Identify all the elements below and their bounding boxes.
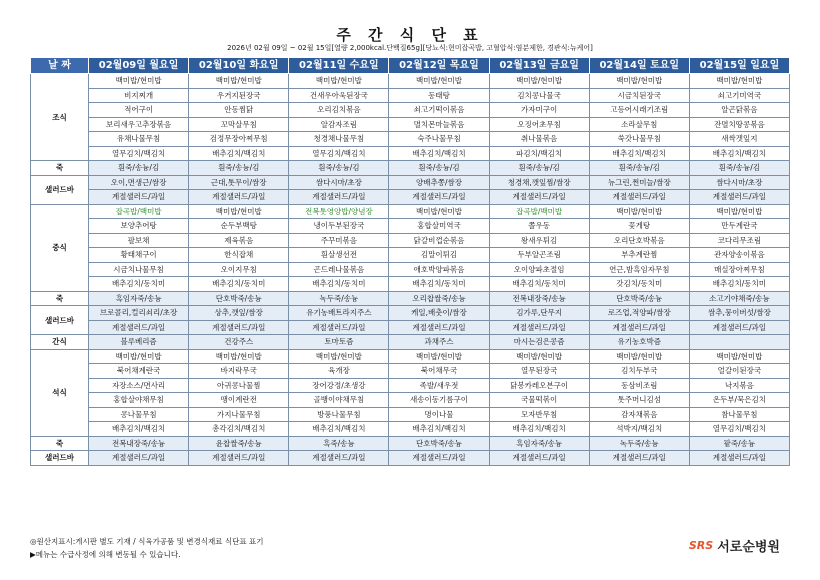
menu-cell: 백미밥/현미밥 (489, 74, 589, 89)
menu-cell: 검정무장아찌무침 (189, 132, 289, 147)
menu-cell: 근대,톳무이/쌈장 (189, 175, 289, 190)
menu-cell: 백미밥/현미밥 (389, 349, 489, 364)
menu-cell: 유기농배트라지주스 (289, 306, 389, 321)
menu-cell: 갓김치/동치미 (589, 277, 689, 292)
menu-cell: 오이,면생근/쌈장 (89, 175, 189, 190)
menu-cell: 계절샐러드/과일 (489, 320, 589, 335)
meal-label-breakfast: 조식 (31, 74, 89, 161)
menu-cell: 홍합살미역국 (389, 219, 489, 234)
menu-cell: 배추김치/백김치 (89, 422, 189, 437)
menu-cell: 닭봉카레오븐구이 (489, 378, 589, 393)
menu-cell: 감자채볶음 (589, 407, 689, 422)
menu-cell: 윤찹쌀죽/송늉 (189, 436, 289, 451)
menu-cell: 백미밥/현미밥 (589, 349, 689, 364)
menu-cell: 국물떡볶이 (489, 393, 589, 408)
menu-cell: 계절샐러드/과일 (289, 190, 389, 205)
menu-cell: 오리김치볶음 (289, 103, 389, 118)
table-header-row (31, 58, 790, 74)
table-row (31, 320, 790, 335)
menu-cell: 흰죽/송늉/김 (389, 161, 489, 176)
menu-cell: 새싹겟잎지 (689, 132, 789, 147)
table-row (31, 349, 790, 364)
menu-cell: 부추계란찜 (589, 248, 689, 263)
menu-cell: 계절샐러드/과일 (389, 451, 489, 466)
table-row (31, 291, 790, 306)
table-row (31, 277, 790, 292)
menu-cell: 잡곡밥/백미밥 (489, 204, 589, 219)
menu-cell: 육개장 (289, 364, 389, 379)
hospital-name: 서로순병원 (717, 540, 780, 555)
menu-cell: 보리새우고추장볶음 (89, 117, 189, 132)
day-header: 02월15일 일요일 (689, 58, 789, 74)
footer-origin-note: ◎원산지표시:게시판 별도 기재 / 식육가공품 및 변경식재료 식단표 표기 (30, 537, 264, 546)
menu-cell: 장어강정/초생강 (289, 378, 389, 393)
menu-cell: 계절샐러드/과일 (189, 190, 289, 205)
menu-cell: 청경채,깻잎찜/쌈장 (489, 175, 589, 190)
menu-cell: 단호박죽/송늉 (189, 291, 289, 306)
menu-cell: 김치두부국 (589, 364, 689, 379)
menu-cell: 케일,배춧이/쌈장 (389, 306, 489, 321)
menu-cell: 오리찹쌀죽/송늉 (389, 291, 489, 306)
menu-cell: 배추김치/동치미 (489, 277, 589, 292)
menu-cell: 청경채나물무침 (289, 132, 389, 147)
menu-cell: 단호박죽/송늉 (589, 291, 689, 306)
menu-cell: 백미밥/현미밥 (189, 204, 289, 219)
menu-cell: 백미밥/현미밥 (289, 349, 389, 364)
menu-cell: 숙주나물무침 (389, 132, 489, 147)
menu-cell: 백미밥/현미밥 (89, 74, 189, 89)
menu-cell: 배추김치/동치미 (89, 277, 189, 292)
menu-cell: 계절샐러드/과일 (589, 320, 689, 335)
menu-cell: 쌈다시마/초장 (689, 175, 789, 190)
menu-cell: 꽃게탕 (589, 219, 689, 234)
meal-label-lunch: 중식 (31, 204, 89, 291)
day-header: 02월09일 월요일 (89, 58, 189, 74)
menu-cell: 취나물볶음 (489, 132, 589, 147)
table-row (31, 407, 790, 422)
menu-cell: 유채나물무침 (89, 132, 189, 147)
menu-cell: 녹두죽/송늉 (589, 436, 689, 451)
menu-cell: 족발/새우젓 (389, 378, 489, 393)
menu-cell: 순두부백탕 (189, 219, 289, 234)
menu-cell: 가자미구이 (489, 103, 589, 118)
menu-cell: 계절샐러드/과일 (289, 320, 389, 335)
menu-cell: 동태탕 (389, 88, 489, 103)
menu-cell: 백미밥/현미밥 (489, 349, 589, 364)
menu-cell: 김치콩나물국 (489, 88, 589, 103)
menu-cell: 배추김치/백김치 (689, 146, 789, 161)
menu-cell: 흑임자죽/송늉 (489, 436, 589, 451)
menu-cell: 마시는검은콩즘 (489, 335, 589, 350)
menu-cell: 과채주스 (389, 335, 489, 350)
table-row (31, 451, 790, 466)
hospital-logo (689, 536, 780, 555)
menu-cell: 제육볶음 (189, 233, 289, 248)
menu-cell: 김말이튀김 (389, 248, 489, 263)
menu-cell: 백미밥/현미밥 (589, 204, 689, 219)
porridge-label: 죽 (31, 291, 89, 306)
table-row (31, 364, 790, 379)
logo-mark-icon: SRS (688, 539, 714, 552)
weekly-menu-table (30, 57, 790, 466)
menu-cell: 쫄우동 (489, 219, 589, 234)
menu-cell: 잔멸치땅콩볶음 (689, 117, 789, 132)
menu-cell: 두부알곤조림 (489, 248, 589, 263)
menu-cell: 알곤닭볶음 (689, 103, 789, 118)
menu-cell: 잡곡밥/백미밥 (89, 204, 189, 219)
menu-cell: 소라살무침 (589, 117, 689, 132)
menu-cell: 흑임자죽/송늉 (89, 291, 189, 306)
menu-cell: 시금치나물무침 (89, 262, 189, 277)
table-row (31, 103, 790, 118)
salad-bar-label: 샐러드바 (31, 175, 89, 204)
menu-cell: 소고기야채죽/송늉 (689, 291, 789, 306)
menu-cell: 백미밥/현미밥 (689, 349, 789, 364)
menu-cell: 블루베리즘 (89, 335, 189, 350)
menu-cell: 명이나물 (389, 407, 489, 422)
table-row (31, 393, 790, 408)
table-row (31, 248, 790, 263)
menu-cell: 계절샐러드/과일 (389, 320, 489, 335)
menu-cell: 주꾸미볶음 (289, 233, 389, 248)
menu-cell: 왕새우튀김 (489, 233, 589, 248)
menu-cell: 계절샐러드/과일 (189, 451, 289, 466)
menu-cell: 황태채구이 (89, 248, 189, 263)
menu-cell: 배추김치/동치미 (189, 277, 289, 292)
menu-cell: 계절샐러드/과일 (289, 451, 389, 466)
menu-cell: 자장소스/면사리 (89, 378, 189, 393)
menu-cell: 배추김치/동치미 (389, 277, 489, 292)
menu-cell: 계절샐러드/과일 (489, 451, 589, 466)
menu-cell: 배추김치/백김치 (589, 146, 689, 161)
menu-cell: 콩나물무침 (89, 407, 189, 422)
menu-cell: 흰죽/송늉/김 (289, 161, 389, 176)
menu-cell: 모자반무침 (489, 407, 589, 422)
menu-cell: 녹두죽/송늉 (289, 291, 389, 306)
menu-cell: 로즈업,적양파/쌈장 (589, 306, 689, 321)
menu-cell: 닭갈비껍순볶음 (389, 233, 489, 248)
menu-cell: 김가루,단무지 (489, 306, 589, 321)
table-row (31, 175, 790, 190)
meal-label-dinner: 석식 (31, 349, 89, 436)
menu-cell: 골뱅이야채무침 (289, 393, 389, 408)
menu-cell: 계절샐러드/과일 (689, 451, 789, 466)
menu-cell: 팔보채 (89, 233, 189, 248)
table-row (31, 74, 790, 89)
menu-cell: 뉴그린,쩐미늘/쌈장 (589, 175, 689, 190)
menu-cell: 참나물무침 (689, 407, 789, 422)
table-row (31, 306, 790, 321)
menu-cell: 계절샐러드/과일 (189, 320, 289, 335)
table-row (31, 233, 790, 248)
menu-cell: 톳주머니김섬 (589, 393, 689, 408)
menu-cell: 안동찜닭 (189, 103, 289, 118)
menu-cell: 매실장아찌무침 (689, 262, 789, 277)
day-header: 02월12일 목요일 (389, 58, 489, 74)
menu-cell: 전복내장죽/송늉 (489, 291, 589, 306)
menu-cell: 배추김치/백김치 (289, 422, 389, 437)
menu-cell: 백미밥/현미밥 (389, 74, 489, 89)
menu-cell: 얼갈이된장국 (689, 364, 789, 379)
menu-cell: 아귀콩나물찜 (189, 378, 289, 393)
table-row (31, 88, 790, 103)
menu-cell: 쑥갓나물무침 (589, 132, 689, 147)
menu-cell: 고등어시래기조림 (589, 103, 689, 118)
menu-cell: 새송이동기름구이 (389, 393, 489, 408)
menu-cell: 백미밥/현미밥 (89, 349, 189, 364)
menu-cell: 배추김치/동치미 (689, 277, 789, 292)
porridge-label: 죽 (31, 161, 89, 176)
menu-cell: 멸치몬마늘볶음 (389, 117, 489, 132)
menu-cell: 상추,깻잎/쌈장 (189, 306, 289, 321)
menu-cell: 계절샐러드/과일 (89, 190, 189, 205)
menu-cell: 유기농호박즘 (589, 335, 689, 350)
menu-cell: 파김치/백김치 (489, 146, 589, 161)
menu-cell: 열무김치/백김치 (289, 146, 389, 161)
menu-cell: 가지나물무침 (189, 407, 289, 422)
menu-cell: 흰살생선전 (289, 248, 389, 263)
menu-cell: 계절샐러드/과일 (89, 451, 189, 466)
salad-bar-label: 샐러드바 (31, 306, 89, 335)
menu-cell: 냉이두부된장국 (289, 219, 389, 234)
menu-cell: 백미밥/현미밥 (589, 74, 689, 89)
menu-cell: 배추김치/백김치 (389, 422, 489, 437)
table-row (31, 117, 790, 132)
day-header: 02월10일 화요일 (189, 58, 289, 74)
menu-cell: 배추김치/백김치 (389, 146, 489, 161)
menu-cell: 백미밥/현미밥 (689, 74, 789, 89)
day-header: 02월11일 수요일 (289, 58, 389, 74)
menu-cell: 백미밥/현미밥 (189, 74, 289, 89)
table-row (31, 146, 790, 161)
menu-cell: 오이지무침 (189, 262, 289, 277)
menu-cell: 배추김치/백김치 (489, 422, 589, 437)
menu-cell: 전복톳영양밥/양념장 (289, 204, 389, 219)
menu-cell: 애호박양파볶음 (389, 262, 489, 277)
page-title: 주 간 식 단 표 (336, 26, 484, 44)
salad-bar-label: 샐러드바 (31, 451, 89, 466)
menu-cell: 건새우아욱된장국 (289, 88, 389, 103)
menu-cell: 코다리무조림 (689, 233, 789, 248)
footer-change-note: ▶메뉴는 수급사정에 의해 변동될 수 있습니다. (30, 550, 181, 559)
menu-cell: 오리단호박볶음 (589, 233, 689, 248)
menu-cell: 양배추쫑/쌈장 (389, 175, 489, 190)
table-row (31, 190, 790, 205)
table-row (31, 204, 790, 219)
table-row (31, 262, 790, 277)
menu-cell: 백미밥/현미밥 (189, 349, 289, 364)
table-row (31, 335, 790, 350)
menu-cell: 백미밥/현미밥 (689, 204, 789, 219)
menu-cell: 땡이계란전 (189, 393, 289, 408)
menu-cell: 계절샐러드/과일 (89, 320, 189, 335)
menu-cell: 팥죽/송늉 (689, 436, 789, 451)
menu-cell: 흰죽/송늉/김 (189, 161, 289, 176)
table-row (31, 219, 790, 234)
menu-cell: 쌈다시마/초장 (289, 175, 389, 190)
menu-cell: 열무김치/백김치 (89, 146, 189, 161)
menu-cell: 계절샐러드/과일 (589, 190, 689, 205)
page-subtitle: 2026년 02월 09일 ~ 02월 15일[열량 2,000kcal.단백질65g][당뇨식:현미잡곡밥, 고혈압식:염분제한, 경관식:뉴케어] (227, 44, 593, 52)
menu-cell: 건강주스 (189, 335, 289, 350)
menu-cell: 오이양파초절임 (489, 262, 589, 277)
table-row (31, 378, 790, 393)
menu-cell: 브로콜리,컬리쇠리/초장 (89, 306, 189, 321)
menu-cell: 우거지된장국 (189, 88, 289, 103)
menu-cell: 흰죽/송늉/김 (489, 161, 589, 176)
menu-cell: 총각김치/백김치 (189, 422, 289, 437)
menu-cell: 북어채계란국 (89, 364, 189, 379)
menu-cell: 계절샐러드/과일 (389, 190, 489, 205)
menu-cell: 꼬막살무침 (189, 117, 289, 132)
menu-cell: 보양추어탕 (89, 219, 189, 234)
menu-cell: 흰죽/송늉/김 (89, 161, 189, 176)
menu-cell: 계절샐러드/과일 (689, 190, 789, 205)
menu-cell: 방풍나물무침 (289, 407, 389, 422)
menu-cell: 관자양송이볶음 (689, 248, 789, 263)
menu-cell: 흰죽/송늉/김 (689, 161, 789, 176)
menu-cell: 계절샐러드/과일 (689, 320, 789, 335)
menu-cell: 시금치된장국 (589, 88, 689, 103)
menu-cell: 쌈추,뭉이버섯/쌈장 (689, 306, 789, 321)
menu-cell: 흰죽/송늉/김 (589, 161, 689, 176)
menu-cell: 계절샐러드/과일 (489, 190, 589, 205)
menu-cell: 석박지/백김치 (589, 422, 689, 437)
menu-cell: 오징어초무침 (489, 117, 589, 132)
menu-cell: 만두계란국 (689, 219, 789, 234)
menu-cell: 알감자조림 (289, 117, 389, 132)
menu-cell: 열무된장국 (489, 364, 589, 379)
porridge-label: 죽 (31, 436, 89, 451)
menu-cell: 백미밥/현미밥 (289, 74, 389, 89)
day-header: 02월14일 토요일 (589, 58, 689, 74)
menu-cell: 배추김치/동치미 (289, 277, 389, 292)
menu-cell (689, 335, 789, 350)
snack-label: 간식 (31, 335, 89, 350)
menu-cell: 한식잡채 (189, 248, 289, 263)
menu-cell: 배추김치/백김치 (189, 146, 289, 161)
table-row (31, 436, 790, 451)
menu-cell: 연근,밤흑임자무침 (589, 262, 689, 277)
menu-cell: 쇠고기떡이볶음 (389, 103, 489, 118)
menu-cell: 흑죽/송늉 (289, 436, 389, 451)
menu-cell: 비지찌개 (89, 88, 189, 103)
menu-cell: 온두부/묵은김치 (689, 393, 789, 408)
menu-cell: 토마토즘 (289, 335, 389, 350)
menu-cell: 적어구이 (89, 103, 189, 118)
menu-cell: 열무김치/백김치 (689, 422, 789, 437)
menu-cell: 계절샐러드/과일 (589, 451, 689, 466)
menu-cell: 동삼비조림 (589, 378, 689, 393)
table-row (31, 422, 790, 437)
menu-cell: 북어채무국 (389, 364, 489, 379)
date-header-label: 날 짜 (31, 58, 89, 74)
day-header: 02월13일 금요일 (489, 58, 589, 74)
table-row (31, 161, 790, 176)
menu-cell: 전복내장죽/송늉 (89, 436, 189, 451)
table-row (31, 132, 790, 147)
menu-cell: 홍합살야채무침 (89, 393, 189, 408)
menu-cell: 곤드레나물볶음 (289, 262, 389, 277)
menu-cell: 바지락무국 (189, 364, 289, 379)
menu-cell: 낙지볶음 (689, 378, 789, 393)
menu-cell: 백미밥/현미밥 (389, 204, 489, 219)
menu-cell: 단호박죽/송늉 (389, 436, 489, 451)
menu-cell: 쇠고기미역국 (689, 88, 789, 103)
